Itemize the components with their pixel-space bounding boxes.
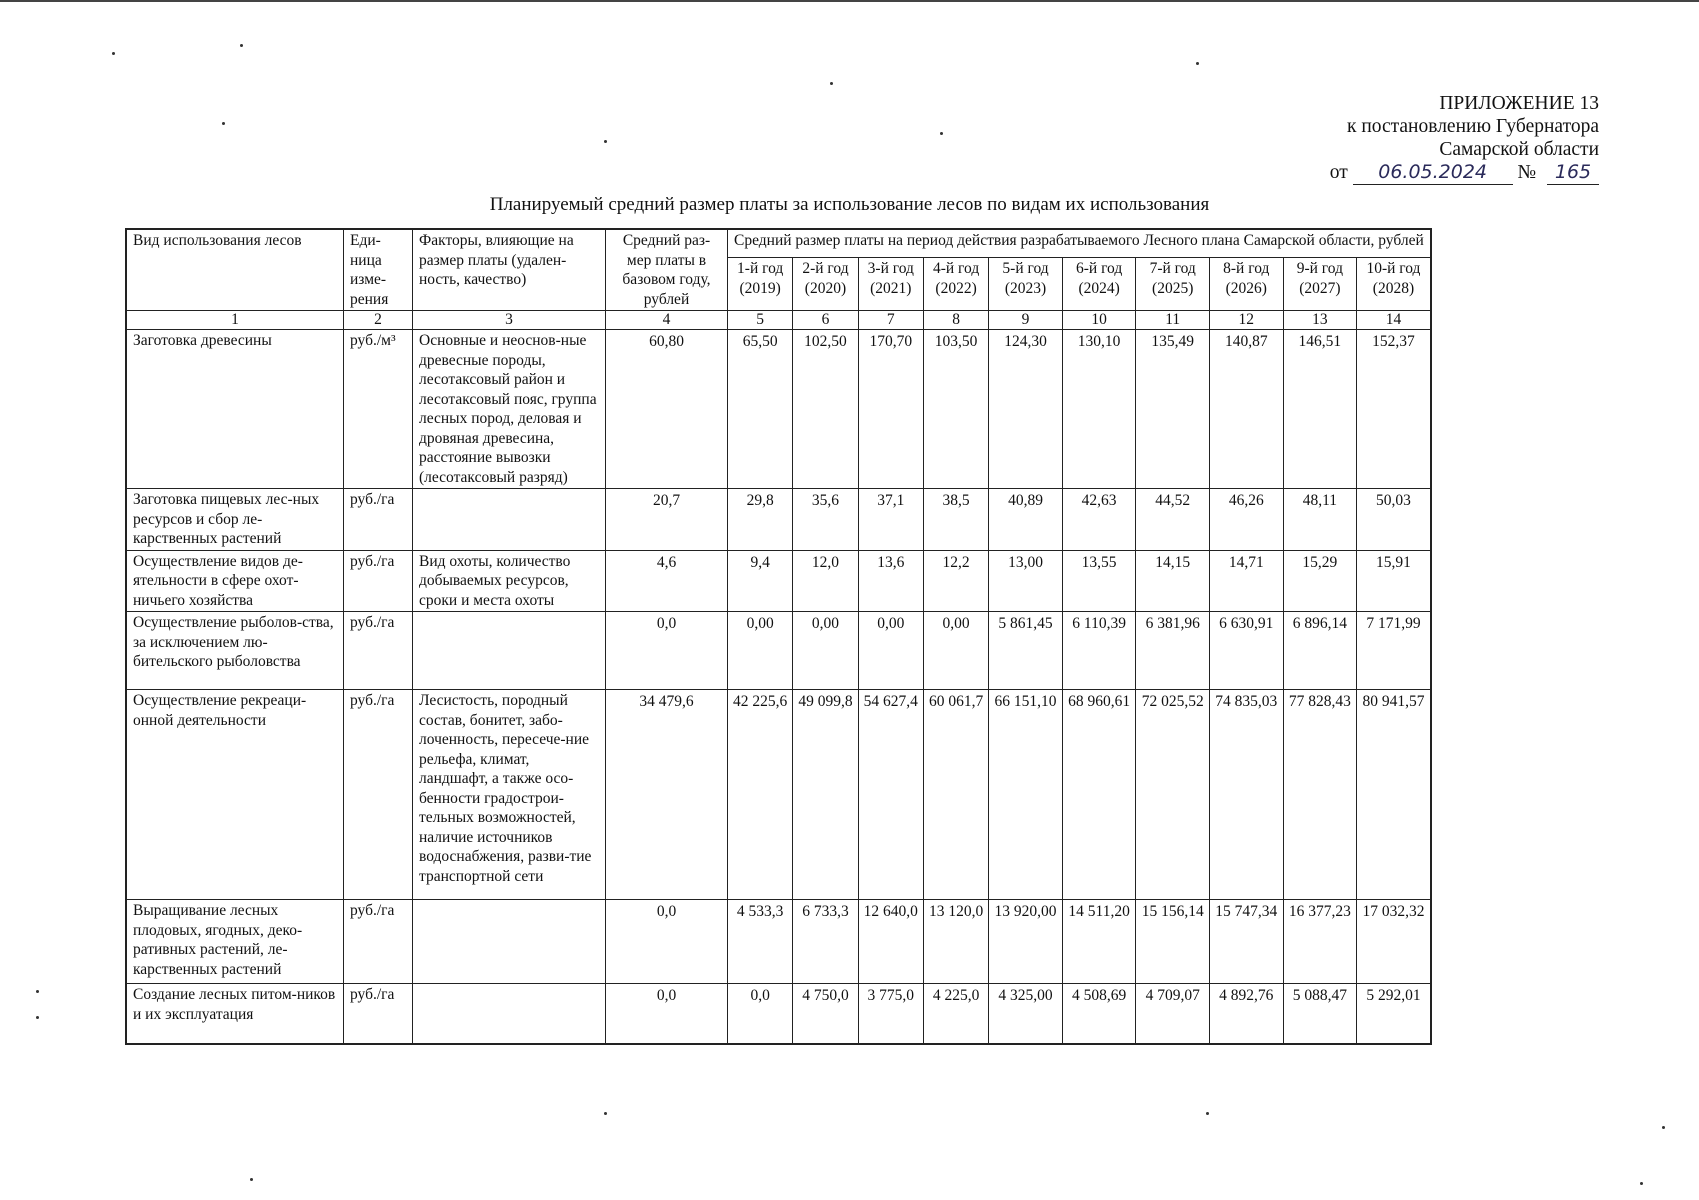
column-number-8: 8 <box>923 311 988 330</box>
cell-year-value-10: 15,91 <box>1357 550 1431 612</box>
header-year-label: 8-й год <box>1223 260 1270 278</box>
appendix-line-3: Самарской области <box>1439 139 1599 160</box>
cell-year-value-4: 13 120,0 <box>923 900 988 984</box>
cell-base-value: 0,0 <box>606 612 728 690</box>
appendix-line-2: к постановлению Губернатора <box>1346 116 1599 137</box>
header-year-value: (2025) <box>1152 279 1194 297</box>
cell-base-value: 34 479,6 <box>606 690 728 900</box>
cell-year-value-8: 14,71 <box>1209 550 1283 612</box>
cell-base-value: 4,6 <box>606 550 728 612</box>
cell-factors: Вид охоты, количество добываемых ресурсов, сроки и места охоты <box>413 550 606 612</box>
scan-speck <box>830 82 833 85</box>
cell-year-value-10: 5 292,01 <box>1357 984 1431 1044</box>
column-number-6: 6 <box>793 311 858 330</box>
cell-year-value-8: 6 630,91 <box>1209 612 1283 690</box>
cell-year-value-5: 40,89 <box>989 489 1063 551</box>
header-year-value: (2019) <box>739 279 781 297</box>
scan-speck <box>604 1112 607 1115</box>
header-year-8 <box>1209 258 1283 311</box>
scan-speck <box>112 52 115 55</box>
column-number-13: 13 <box>1283 311 1357 330</box>
cell-base-value: 60,80 <box>606 330 728 489</box>
cell-year-value-1: 9,4 <box>728 550 793 612</box>
cell-year-value-7: 6 381,96 <box>1136 612 1210 690</box>
cell-year-value-2: 35,6 <box>793 489 858 551</box>
cell-usage-type: Заготовка древесины <box>126 330 344 489</box>
cell-year-value-10: 80 941,57 <box>1357 690 1431 900</box>
cell-year-value-6: 4 508,69 <box>1062 984 1136 1044</box>
column-number-10: 10 <box>1062 311 1136 330</box>
payment-table <box>125 228 1432 1045</box>
cell-year-value-4: 103,50 <box>923 330 988 489</box>
number-prefix: № <box>1517 162 1537 183</box>
header-year-3 <box>858 258 923 311</box>
cell-year-value-1: 29,8 <box>728 489 793 551</box>
cell-year-value-10: 50,03 <box>1357 489 1431 551</box>
cell-unit: руб./га <box>344 984 413 1044</box>
cell-year-value-1: 0,0 <box>728 984 793 1044</box>
cell-year-value-9: 77 828,43 <box>1283 690 1357 900</box>
cell-year-value-9: 5 088,47 <box>1283 984 1357 1044</box>
column-number-14: 14 <box>1357 311 1431 330</box>
cell-year-value-3: 170,70 <box>858 330 923 489</box>
column-number-5: 5 <box>728 311 793 330</box>
cell-year-value-5: 124,30 <box>989 330 1063 489</box>
cell-unit: руб./га <box>344 489 413 551</box>
scan-speck <box>250 1178 253 1181</box>
cell-factors <box>413 489 606 551</box>
cell-year-value-6: 68 960,61 <box>1062 690 1136 900</box>
column-number-4: 4 <box>606 311 728 330</box>
cell-factors: Основные и неоснов-ные древесные породы, лесотаксовый район и лесотаксовый пояс, группа лесных пород, деловая и дровяная древесина, расстояние вывозки (лесотаксовый разряд) <box>413 330 606 489</box>
cell-base-value: 0,0 <box>606 900 728 984</box>
header-year-label: 3-й год <box>867 260 914 278</box>
cell-unit: руб./га <box>344 612 413 690</box>
header-year-value: (2026) <box>1225 279 1267 297</box>
header-year-9 <box>1283 258 1357 311</box>
header-year-value: (2027) <box>1299 279 1341 297</box>
header-year-value: (2022) <box>935 279 977 297</box>
cell-year-value-9: 146,51 <box>1283 330 1357 489</box>
cell-year-value-9: 16 377,23 <box>1283 900 1357 984</box>
cell-year-value-3: 12 640,0 <box>858 900 923 984</box>
column-number-9: 9 <box>989 311 1063 330</box>
cell-year-value-7: 135,49 <box>1136 330 1210 489</box>
header-year-6 <box>1062 258 1136 311</box>
cell-year-value-3: 37,1 <box>858 489 923 551</box>
cell-year-value-9: 15,29 <box>1283 550 1357 612</box>
appendix-header <box>1330 92 1599 185</box>
cell-year-value-5: 66 151,10 <box>989 690 1063 900</box>
cell-usage-type: Осуществление рекреаци-онной деятельности <box>126 690 344 900</box>
scan-top-border <box>0 0 1699 2</box>
header-year-value: (2024) <box>1078 279 1120 297</box>
cell-year-value-5: 5 861,45 <box>989 612 1063 690</box>
table-row <box>126 690 1431 900</box>
cell-year-value-4: 4 225,0 <box>923 984 988 1044</box>
cell-year-value-10: 17 032,32 <box>1357 900 1431 984</box>
scan-speck <box>940 132 943 135</box>
appendix-date-line <box>1330 161 1599 185</box>
header-factors: Факторы, влияющие на размер платы (удален-ность, качество) <box>413 229 606 311</box>
header-year-7 <box>1136 258 1210 311</box>
header-year-2 <box>793 258 858 311</box>
table-row <box>126 984 1431 1044</box>
cell-unit: руб./м³ <box>344 330 413 489</box>
header-year-label: 1-й год <box>737 260 784 278</box>
column-number-row <box>126 311 1431 330</box>
cell-year-value-1: 0,00 <box>728 612 793 690</box>
cell-year-value-5: 4 325,00 <box>989 984 1063 1044</box>
cell-unit: руб./га <box>344 900 413 984</box>
cell-year-value-4: 0,00 <box>923 612 988 690</box>
table-title: Планируемый средний размер платы за использование лесов по видам их использования <box>489 194 1210 215</box>
cell-year-value-2: 0,00 <box>793 612 858 690</box>
column-number-12: 12 <box>1209 311 1283 330</box>
scan-speck <box>1662 1126 1665 1129</box>
cell-year-value-3: 13,6 <box>858 550 923 612</box>
cell-year-value-7: 4 709,07 <box>1136 984 1210 1044</box>
table-row <box>126 550 1431 612</box>
cell-year-value-6: 14 511,20 <box>1062 900 1136 984</box>
cell-year-value-7: 72 025,52 <box>1136 690 1210 900</box>
header-year-label: 6-й год <box>1075 260 1123 278</box>
header-unit: Еди-ница изме-рения <box>344 229 413 311</box>
table-row <box>126 612 1431 690</box>
cell-year-value-8: 140,87 <box>1209 330 1283 489</box>
cell-unit: руб./га <box>344 550 413 612</box>
header-year-value: (2021) <box>870 279 912 297</box>
scan-speck <box>36 990 39 993</box>
header-period-group: Средний размер платы на период действия разрабатываемого Лесного плана Самарской области, рублей <box>728 229 1431 258</box>
cell-year-value-3: 3 775,0 <box>858 984 923 1044</box>
cell-usage-type: Выращивание лесных плодовых, ягодных, деко-ративных растений, ле-карственных растений <box>126 900 344 984</box>
header-year-value: (2028) <box>1372 279 1415 297</box>
scan-speck <box>1206 1112 1209 1115</box>
cell-base-value: 20,7 <box>606 489 728 551</box>
column-number-11: 11 <box>1136 311 1210 330</box>
cell-year-value-9: 48,11 <box>1283 489 1357 551</box>
cell-unit: руб./га <box>344 690 413 900</box>
cell-year-value-8: 4 892,76 <box>1209 984 1283 1044</box>
header-year-10 <box>1357 258 1431 311</box>
column-number-7: 7 <box>858 311 923 330</box>
cell-year-value-6: 6 110,39 <box>1062 612 1136 690</box>
cell-year-value-8: 74 835,03 <box>1209 690 1283 900</box>
table-body <box>126 330 1431 1044</box>
header-year-value: (2023) <box>1004 279 1047 297</box>
column-number-1: 1 <box>126 311 344 330</box>
cell-year-value-4: 38,5 <box>923 489 988 551</box>
cell-year-value-1: 65,50 <box>728 330 793 489</box>
cell-year-value-6: 42,63 <box>1062 489 1136 551</box>
scan-speck <box>1196 62 1199 65</box>
cell-year-value-7: 15 156,14 <box>1136 900 1210 984</box>
scan-speck <box>222 122 225 125</box>
cell-year-value-7: 14,15 <box>1136 550 1210 612</box>
appendix-title: ПРИЛОЖЕНИЕ 13 <box>1439 93 1599 114</box>
cell-year-value-4: 60 061,7 <box>923 690 988 900</box>
table-row <box>126 489 1431 551</box>
date-prefix: от <box>1329 162 1348 183</box>
cell-usage-type: Создание лесных питом-ников и их эксплуатация <box>126 984 344 1044</box>
header-year-label: 7-й год <box>1149 260 1196 278</box>
header-year-value: (2020) <box>804 279 847 297</box>
header-year-1 <box>728 258 793 311</box>
cell-base-value: 0,0 <box>606 984 728 1044</box>
cell-factors <box>413 900 606 984</box>
cell-year-value-2: 49 099,8 <box>793 690 858 900</box>
scan-speck <box>240 44 243 47</box>
header-year-label: 4-й год <box>932 260 980 278</box>
header-year-label: 10-й год <box>1366 260 1421 278</box>
scan-speck <box>1640 1182 1643 1185</box>
cell-year-value-6: 130,10 <box>1062 330 1136 489</box>
cell-factors: Лесистость, породный состав, бонитет, забо-лоченность, пересече-ние рельефа, климат, ландшафт, а также осо-бенности градострои-тельных возможностей, наличие источников водоснабжения, разви-тие транспортной сети <box>413 690 606 900</box>
cell-year-value-2: 102,50 <box>793 330 858 489</box>
cell-year-value-10: 152,37 <box>1357 330 1431 489</box>
cell-year-value-7: 44,52 <box>1136 489 1210 551</box>
cell-year-value-5: 13 920,00 <box>989 900 1063 984</box>
cell-year-value-9: 6 896,14 <box>1283 612 1357 690</box>
handwritten-number: 165 <box>1547 161 1599 185</box>
cell-year-value-2: 6 733,3 <box>793 900 858 984</box>
cell-year-value-3: 0,00 <box>858 612 923 690</box>
scan-speck <box>36 1016 39 1019</box>
cell-year-value-2: 4 750,0 <box>793 984 858 1044</box>
cell-year-value-8: 15 747,34 <box>1209 900 1283 984</box>
column-number-3: 3 <box>413 311 606 330</box>
table-row <box>126 330 1431 489</box>
cell-factors <box>413 612 606 690</box>
header-usage-type: Вид использования лесов <box>126 229 344 311</box>
cell-year-value-10: 7 171,99 <box>1357 612 1431 690</box>
column-number-2: 2 <box>344 311 413 330</box>
header-year-label: 2-й год <box>802 260 849 278</box>
cell-usage-type: Осуществление рыболов-ства, за исключением лю-бительского рыболовства <box>126 612 344 690</box>
cell-year-value-1: 4 533,3 <box>728 900 793 984</box>
header-year-5 <box>989 258 1063 311</box>
cell-year-value-8: 46,26 <box>1209 489 1283 551</box>
header-year-4 <box>923 258 988 311</box>
cell-year-value-3: 54 627,4 <box>858 690 923 900</box>
table-row <box>126 900 1431 984</box>
cell-year-value-4: 12,2 <box>923 550 988 612</box>
cell-usage-type: Осуществление видов де-ятельности в сфере охот-ничьего хозяйства <box>126 550 344 612</box>
cell-year-value-2: 12,0 <box>793 550 858 612</box>
handwritten-date: 06.05.2024 <box>1353 161 1513 185</box>
cell-usage-type: Заготовка пищевых лес-ных ресурсов и сбор ле-карственных растений <box>126 489 344 551</box>
cell-year-value-1: 42 225,6 <box>728 690 793 900</box>
header-row-1 <box>126 229 1431 258</box>
scan-speck <box>604 140 607 143</box>
header-base-year: Средний раз-мер платы в базовом году, рублей <box>606 229 728 311</box>
header-year-label: 9-й год <box>1296 260 1343 278</box>
cell-year-value-6: 13,55 <box>1062 550 1136 612</box>
cell-factors <box>413 984 606 1044</box>
header-year-label: 5-й год <box>1002 260 1049 278</box>
cell-year-value-5: 13,00 <box>989 550 1063 612</box>
